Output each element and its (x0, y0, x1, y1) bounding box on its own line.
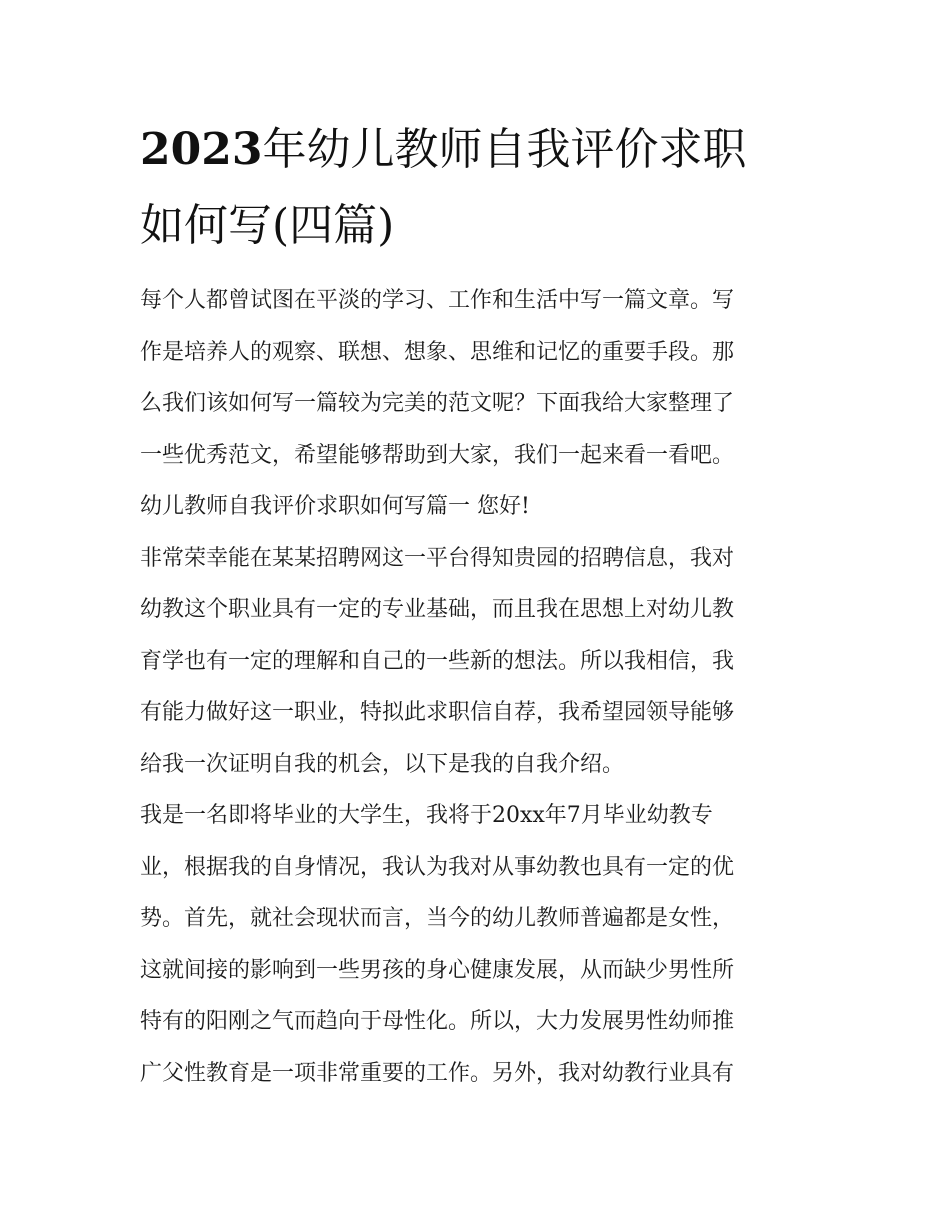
title-year: 2023 (140, 124, 263, 175)
section-heading-line: 幼儿教师自我评价求职如何写篇一 您好! (140, 494, 530, 519)
text-line: 我是一名即将毕业的大学生，我将于20xx年7月毕业幼教专 (140, 803, 713, 828)
title-line-2: 如何写(四篇) (140, 200, 395, 251)
text-line: 业，根据我的自身情况，我认为我对从事幼教也具有一定的优 (140, 854, 735, 880)
text-line: 育学也有一定的理解和自己的一些新的想法。所以我相信，我 (140, 648, 735, 674)
text-line: 有能力做好这一职业，特拟此求职信自荐，我希望园领导能够 (140, 700, 735, 725)
text-line: 非常荣幸能在某某招聘网这一平台得知贵园的招聘信息，我对 (140, 545, 735, 571)
body-text (140, 275, 820, 1099)
text-line: 这就间接的影响到一些男孩的身心健康发展，从而缺少男性所 (140, 957, 735, 983)
text-line: 每个人都曾试图在平淡的学习、工作和生活中写一篇文章。写 (140, 288, 735, 313)
text-line: 给我一次证明自我的机会，以下是我的自我介绍。 (140, 751, 625, 777)
text-line: 一些优秀范文，希望能够帮助到大家，我们一起来看一看吧。 (140, 442, 735, 468)
text-line: 作是培养人的观察、联想、想象、思维和记忆的重要手段。那 (140, 339, 735, 365)
title-line-1: 年幼儿教师自我评价求职 (262, 124, 747, 175)
text-line: 势。首先，就社会现状而言，当今的幼儿教师普遍都是女性， (140, 906, 735, 931)
page-title (140, 112, 830, 264)
text-line: 广父性教育是一项非常重要的工作。另外，我对幼教行业具有 (140, 1060, 735, 1086)
text-line: 特有的阳刚之气而趋向于母性化。所以，大力发展男性幼师推 (140, 1009, 735, 1034)
text-line: 么我们该如何写一篇较为完美的范文呢？下面我给大家整理了 (140, 391, 735, 416)
text-line: 幼教这个职业具有一定的专业基础，而且我在思想上对幼儿教 (140, 597, 735, 622)
